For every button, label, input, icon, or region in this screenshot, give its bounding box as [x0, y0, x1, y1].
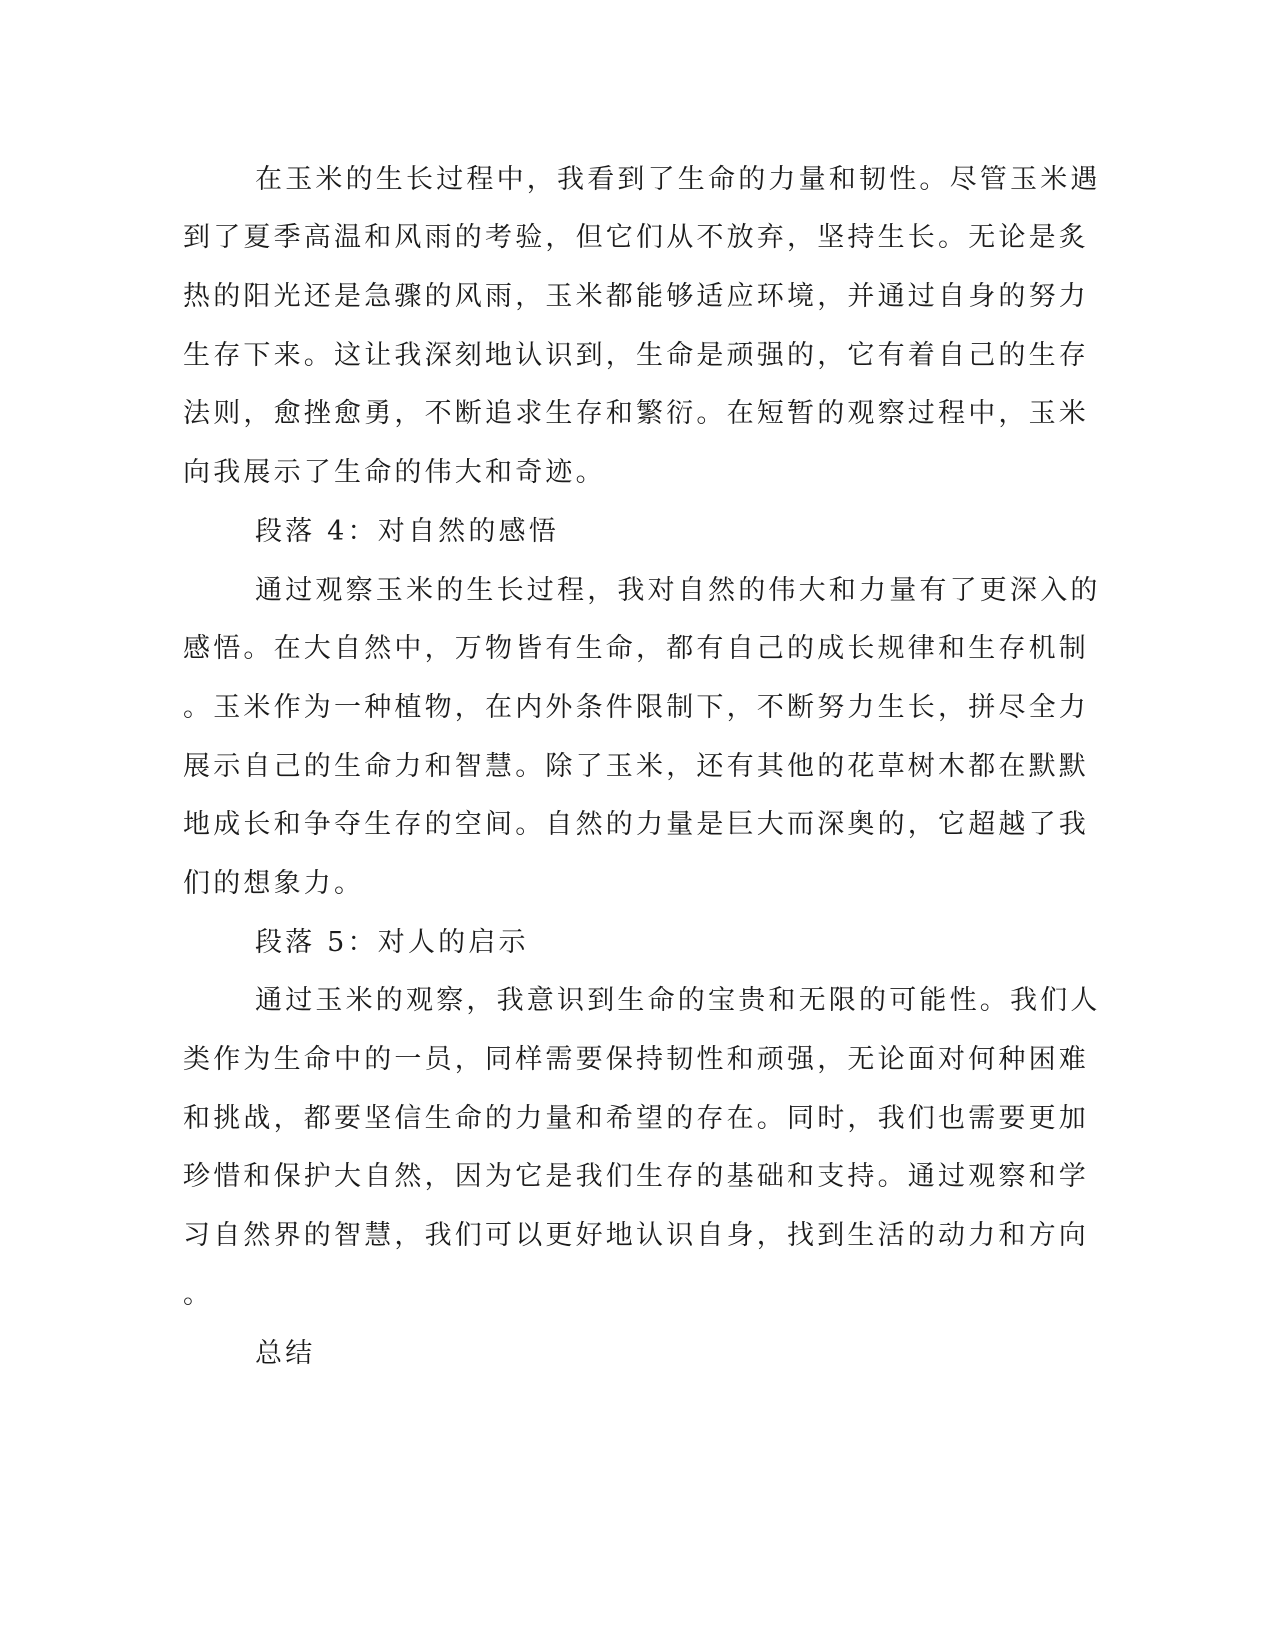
paragraph-line: 类作为生命中的一员，同样需要保持韧性和顽强，无论面对何种困难 [183, 1044, 1089, 1075]
paragraph-line: 珍惜和保护大自然，因为它是我们生存的基础和支持。通过观察和学 [183, 1161, 1089, 1192]
paragraph-line: 热的阳光还是急骤的风雨，玉米都能够适应环境，并通过自身的努力 [183, 281, 1089, 312]
paragraph-line: 们的想象力。 [183, 868, 365, 899]
paragraph-line: 生存下来。这让我深刻地认识到，生命是顽强的，它有着自己的生存 [183, 340, 1089, 371]
paragraph-line: 通过玉米的观察，我意识到生命的宝贵和无限的可能性。我们人 [255, 985, 1101, 1016]
summary-heading: 总结 [255, 1338, 316, 1369]
paragraph-line: 展示自己的生命力和智慧。除了玉米，还有其他的花草树木都在默默 [183, 751, 1089, 782]
paragraph-line: 和挑战，都要坚信生命的力量和希望的存在。同时，我们也需要更加 [183, 1103, 1089, 1134]
section-heading: 段落 4：对自然的感悟 [255, 516, 559, 547]
paragraph-line: 习自然界的智慧，我们可以更好地认识自身，找到生活的动力和方向 [183, 1220, 1089, 1251]
paragraph-line: 法则，愈挫愈勇，不断追求生存和繁衍。在短暂的观察过程中，玉米 [183, 398, 1089, 429]
section-heading: 段落 5：对人的启示 [255, 927, 529, 958]
paragraph-line: 通过观察玉米的生长过程，我对自然的伟大和力量有了更深入的 [255, 575, 1101, 606]
paragraph-line: 地成长和争夺生存的空间。自然的力量是巨大而深奥的，它超越了我 [183, 809, 1089, 840]
paragraph-line: 在玉米的生长过程中，我看到了生命的力量和韧性。尽管玉米遇 [255, 164, 1101, 195]
paragraph-line: 到了夏季高温和风雨的考验，但它们从不放弃，坚持生长。无论是炙 [183, 222, 1089, 253]
paragraph-line: 向我展示了生命的伟大和奇迹。 [183, 457, 606, 488]
paragraph-line: 感悟。在大自然中，万物皆有生命，都有自己的成长规律和生存机制 [183, 633, 1089, 664]
paragraph-line: 。玉米作为一种植物，在内外条件限制下，不断努力生长，拼尽全力 [183, 692, 1089, 723]
paragraph-line: 。 [183, 1279, 214, 1310]
